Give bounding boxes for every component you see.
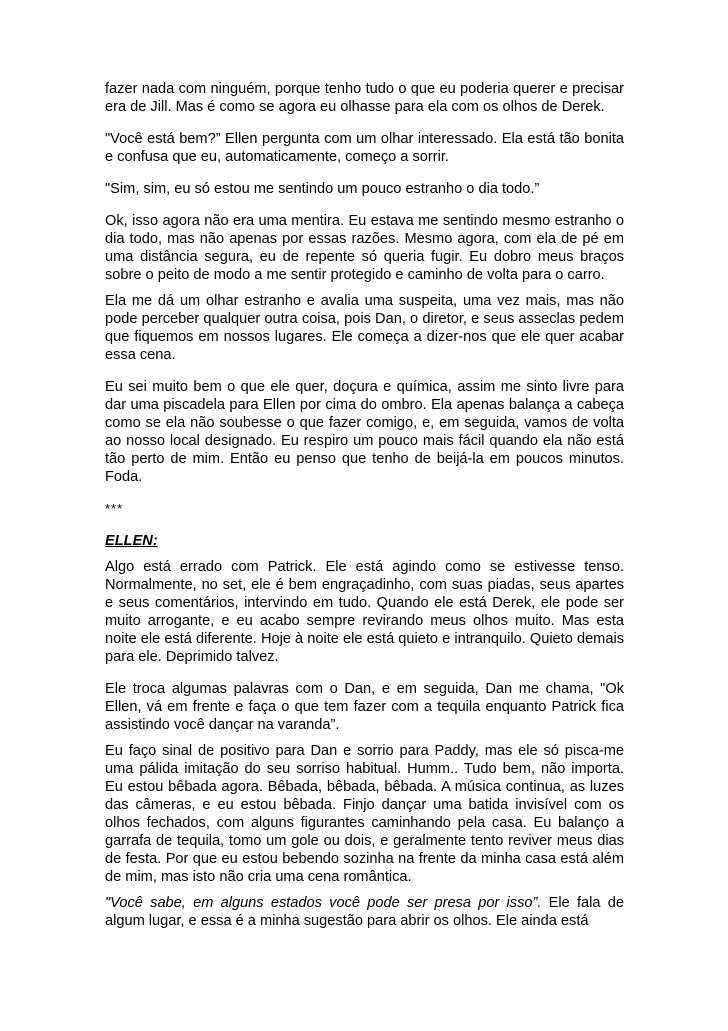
- paragraph-6: Eu sei muito bem o que ele quer, doçura e química, assim me sinto livre para dar uma piscadela para Ellen por cima do ombro. Ela apenas balança a cabeça como se ela não soubesse o que fazer comigo, e, em seguida, vamos de volta ao nosso local designado. Eu respiro um pouco mais fácil quando ela não está tão perto de mim. Então eu penso que tenho de beijá-la em poucos minutos. Foda.: [105, 379, 624, 485]
- section-separator: ***: [105, 501, 124, 516]
- paragraph-3: "Sim, sim, eu só estou me sentindo um pouco estranho o dia todo.”: [105, 181, 540, 197]
- document-page: [105, 80, 624, 944]
- paragraph-10-quote: "Você sabe, em alguns estados você pode ser presa por isso”.: [105, 895, 542, 911]
- paragraph-2: "Você está bem?” Ellen pergunta com um olhar interessado. Ela está tão bonita e confusa que eu, automaticamente, começo a sorrir.: [105, 131, 624, 165]
- paragraph-10-text: Ele fala de algum lugar, e essa é a minha sugestão para abrir os olhos. Ele ainda está: [105, 895, 624, 929]
- paragraph-4: Ok, isso agora não era uma mentira. Eu estava me sentindo mesmo estranho o dia todo, mas não apenas por essas razões. Mesmo agora, com ela de pé em uma distância segura, eu de repente só queria fugir. Eu dobro meus braços sobre o peito de modo a me sentir protegido e caminho de volta para o carro.: [105, 213, 624, 283]
- paragraph-1: fazer nada com ninguém, porque tenho tudo o que eu poderia querer e precisar era de Jill. Mas é como se agora eu olhasse para ela com os olhos de Derek.: [105, 81, 624, 115]
- paragraph-7: Algo está errado com Patrick. Ele está agindo como se estivesse tenso. Normalmente, no set, ele é bem engraçadinho, com suas piadas, seus apartes e seus comentários, intervindo em tudo. Quando ele está Derek, ele pode ser muito arrogante, e eu acabo sempre revirando meus olhos muito. Mas esta noite ele está diferente. Hoje à noite ele está quieto e intranquilo. Quieto demais para ele. Deprimido talvez.: [105, 559, 624, 665]
- paragraph-10: [105, 894, 624, 930]
- paragraph-8: Ele troca algumas palavras com o Dan, e em seguida, Dan me chama, "Ok Ellen, vá em frente e faça o que tem fazer com a tequila enquanto Patrick fica assistindo você dançar na varanda”.: [105, 681, 624, 733]
- paragraph-9: Eu faço sinal de positivo para Dan e sorrio para Paddy, mas ele só pisca-me uma pálida imitação do seu sorriso habitual. Humm.. Tudo bem, não importa. Eu estou bêbada agora. Bêbada, bêbada, bêbada. A música continua, as luzes das câmeras, e eu estou bêbada. Finjo dançar uma batida invisível com os olhos fechados, com alguns figurantes caminhando pela casa. Eu balanço a garrafa de tequila, tomo um gole ou dois, e geralmente tento reviver meus dias de festa. Por que eu estou bebendo sozinha na frente da minha casa está além de mim, mas isto não cria uma cena romântica.: [105, 743, 624, 885]
- paragraph-5: Ela me dá um olhar estranho e avalia uma suspeita, uma vez mais, mas não pode perceber qualquer outra coisa, pois Dan, o diretor, e seus asseclas pedem que fiquemos em nossos lugares. Ele começa a dizer-nos que ele quer acabar essa cena.: [105, 293, 624, 363]
- section-heading: ELLEN:: [105, 533, 158, 549]
